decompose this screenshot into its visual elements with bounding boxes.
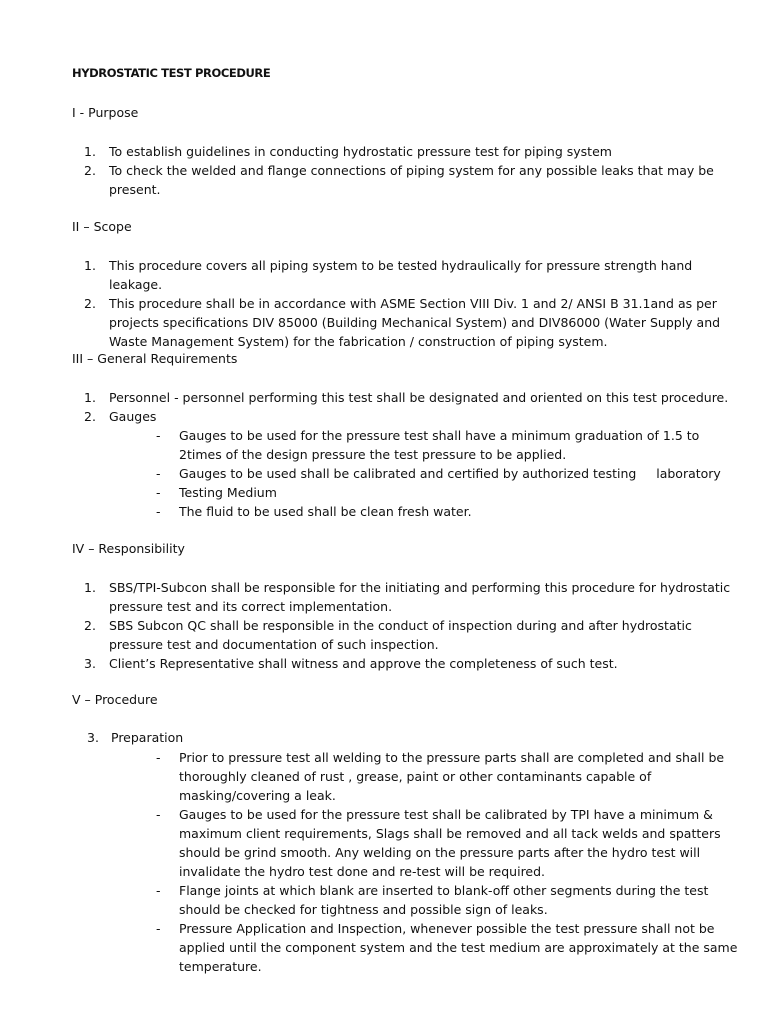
sub-list-text: Pressure Application and Inspection, whenever possible the test pressure shall not be applied until the component system and the test medium are approximately at the same temperature. <box>179 921 738 974</box>
section-heading-responsibility: IV – Responsibility <box>72 541 185 556</box>
list-item <box>0 578 734 616</box>
list-item <box>0 294 734 351</box>
list-number: 2. <box>84 409 96 424</box>
sub-list-item <box>0 919 739 976</box>
list-number: 2. <box>84 618 96 633</box>
sub-list-item <box>0 881 739 919</box>
list-number: 2. <box>84 296 96 311</box>
sub-list-text: Gauges to be used for the pressure test shall be calibrated by TPI have a minimum & maximum client requirements, Slags shall be removed and all tack welds and spatters should be grind smooth. Any welding on the pressure parts after the hydro test will invalidate the hydro test done and re-test will be required. <box>179 807 721 879</box>
list-item <box>0 616 734 654</box>
list-item <box>0 256 734 294</box>
dash-bullet: - <box>156 921 161 936</box>
sub-list-text: Flange joints at which blank are inserted to blank-off other segments during the test should be checked for tightness and possible sign of leaks. <box>179 883 709 917</box>
sub-list-item <box>0 426 739 464</box>
list-text: SBS Subcon QC shall be responsible in the conduct of inspection during and after hydrostatic pressure test and documentation of such inspection. <box>109 618 692 652</box>
procedure-list <box>0 748 768 976</box>
list-text: Personnel - personnel performing this test shall be designated and oriented on this test procedure. <box>109 390 729 405</box>
sub-list-item <box>0 748 739 805</box>
sub-list-text: Prior to pressure test all welding to the pressure parts shall are completed and shall be thoroughly cleaned of rust , grease, paint or other contaminants capable of masking/covering a leak. <box>179 750 725 803</box>
dash-bullet: - <box>156 428 161 443</box>
dash-bullet: - <box>156 504 161 519</box>
sub-list-item <box>0 483 739 502</box>
sub-list-text: The fluid to be used shall be clean fresh water. <box>179 504 472 519</box>
list-item <box>0 654 734 673</box>
list-number: 3. <box>84 656 96 671</box>
list-text: Client’s Representative shall witness and approve the completeness of such test. <box>109 656 618 671</box>
list-number: 1. <box>84 580 96 595</box>
list-number: 2. <box>84 163 96 178</box>
section-heading-purpose: I - Purpose <box>72 105 139 120</box>
procedure-preparation-label: Preparation <box>111 730 184 745</box>
sub-list-item <box>0 502 739 521</box>
list-text: SBS/TPI-Subcon shall be responsible for the initiating and performing this procedure for hydrostatic pressure test and its correct implementation. <box>109 580 731 614</box>
section-heading-scope: II – Scope <box>72 219 132 234</box>
list-item <box>0 142 734 161</box>
list-text: This procedure shall be in accordance with ASME Section VIII Div. 1 and 2/ ANSI B 31.1and as per projects specifications DIV 85000 (Building Mechanical System) and DIV86000 (Water Supply and Waste Management System) for the fabrication / construction of piping system. <box>109 296 721 349</box>
list-item <box>0 407 734 426</box>
list-item <box>0 161 734 199</box>
list-text: To establish guidelines in conducting hydrostatic pressure test for piping system <box>109 144 612 159</box>
sub-list-text: Gauges to be used shall be calibrated and certified by authorized testing laboratory <box>179 466 721 481</box>
responsibility-list <box>0 578 768 673</box>
list-item <box>0 388 734 407</box>
list-number: 1. <box>84 390 96 405</box>
list-number: 1. <box>84 258 96 273</box>
document-title: HYDROSTATIC TEST PROCEDURE <box>72 66 271 80</box>
sub-list-item <box>0 464 739 483</box>
dash-bullet: - <box>156 466 161 481</box>
list-text: To check the welded and flange connections of piping system for any possible leaks that may be present. <box>109 163 714 197</box>
list-number: 1. <box>84 144 96 159</box>
list-text: This procedure covers all piping system to be tested hydraulically for pressure strength hand leakage. <box>109 258 693 292</box>
general-requirements-list <box>0 388 768 521</box>
dash-bullet: - <box>156 485 161 500</box>
purpose-list <box>0 142 768 199</box>
sub-list-text: Testing Medium <box>179 485 277 500</box>
dash-bullet: - <box>156 807 161 822</box>
dash-bullet: - <box>156 883 161 898</box>
sub-list-item <box>0 805 739 881</box>
section-heading-procedure: V – Procedure <box>72 692 158 707</box>
section-heading-general-requirements: III – General Requirements <box>72 351 238 366</box>
sub-list-text: Gauges to be used for the pressure test shall have a minimum graduation of 1.5 to 2times of the design pressure the test pressure to be applied. <box>179 428 700 462</box>
procedure-number: 3. <box>87 730 99 745</box>
scope-list <box>0 256 768 351</box>
list-text: Gauges <box>109 409 157 424</box>
dash-bullet: - <box>156 750 161 765</box>
